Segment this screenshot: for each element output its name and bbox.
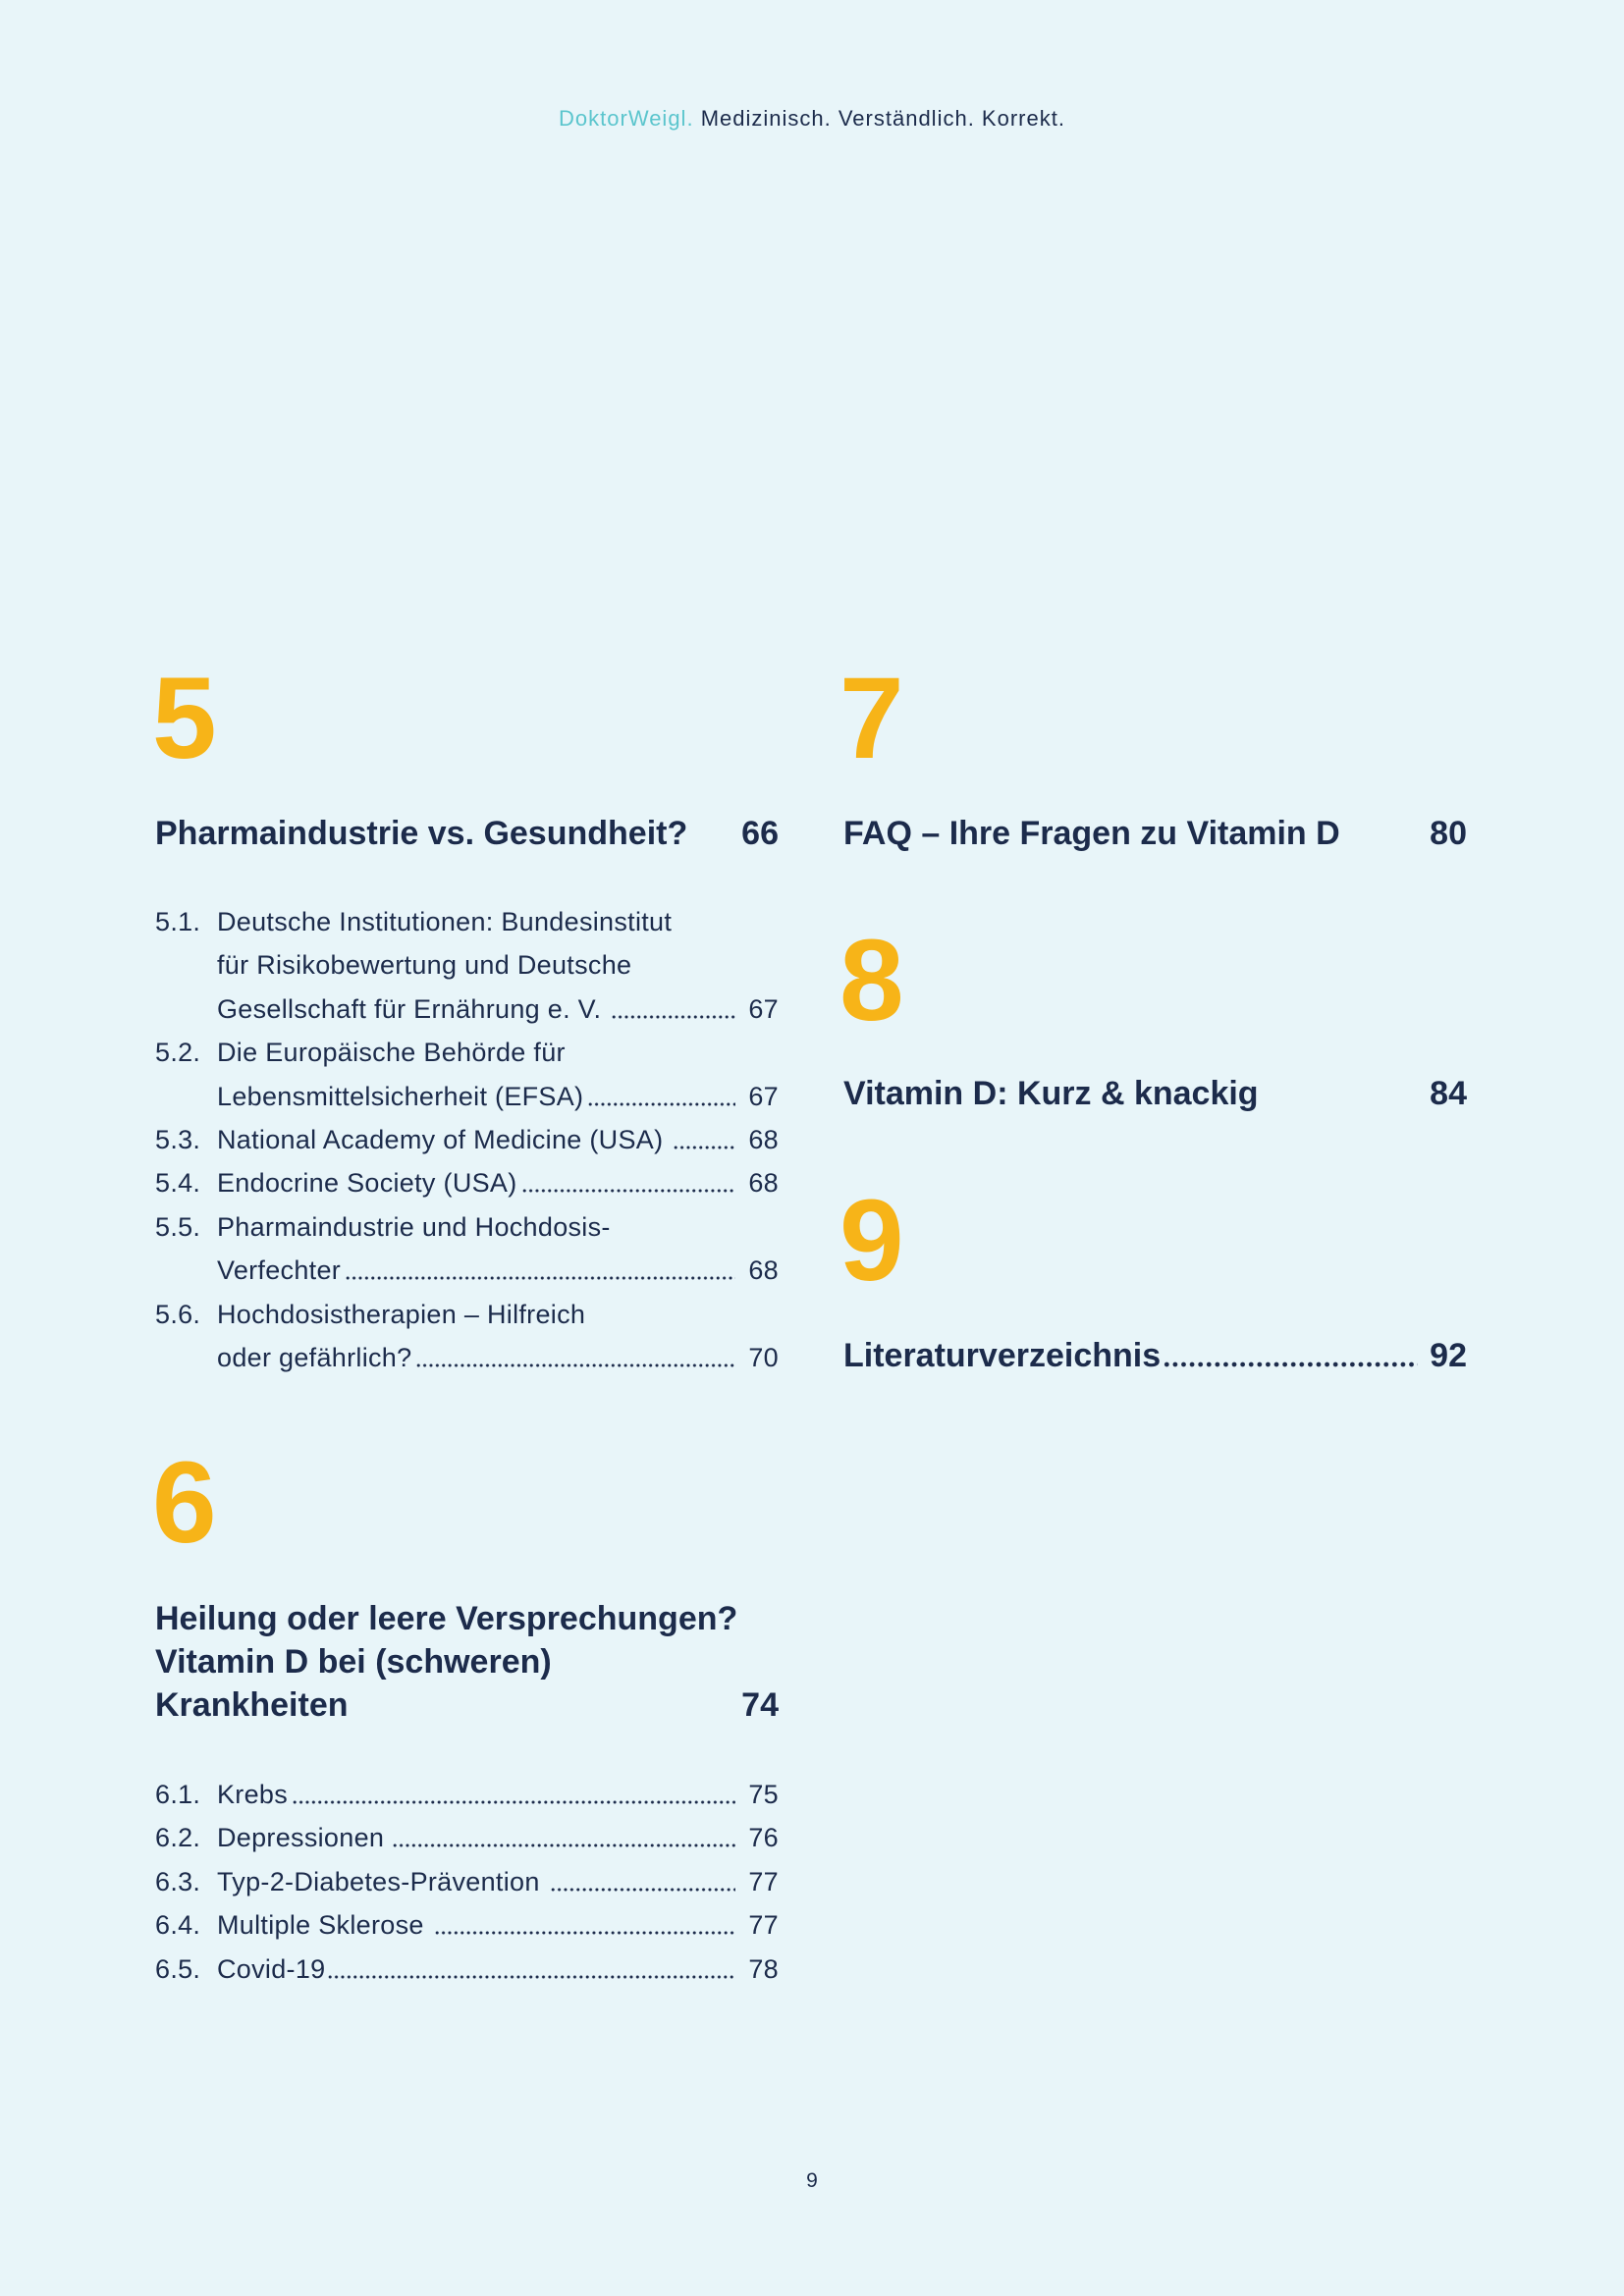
toc-entry-last-line <box>217 1118 779 1161</box>
chapter-title: Vitamin D: Kurz & knackig <box>843 1075 1259 1112</box>
toc-entry-body <box>217 1205 779 1293</box>
toc-entry <box>155 900 779 1031</box>
toc-entry-body <box>217 900 779 1031</box>
dot-leader <box>611 1015 735 1019</box>
chapter-title-line: Heilung oder leere Versprechungen? <box>155 1600 738 1637</box>
toc-entry-page: 76 <box>748 1823 779 1853</box>
toc-entry-body <box>217 1816 779 1859</box>
dot-leader <box>292 1800 735 1804</box>
toc-entry-body <box>217 1293 779 1380</box>
dot-leader <box>550 1888 735 1892</box>
toc-entry-page: 67 <box>748 993 779 1024</box>
dot-leader <box>1163 1362 1418 1367</box>
toc-entry-title-line: für Risikobewertung und Deutsche <box>217 950 632 981</box>
toc-entry-last-line <box>217 1161 779 1204</box>
chapter-5-heading <box>155 812 779 855</box>
chapter-5-entries <box>155 900 779 1379</box>
toc-entry-page: 75 <box>748 1780 779 1809</box>
toc-entry-title-line: Deutsche Institutionen: Bundesinstitut <box>217 907 673 936</box>
toc-entry-last-line <box>217 1860 779 1903</box>
toc-entry <box>155 1816 779 1859</box>
toc-entry <box>155 1903 779 1947</box>
toc-entry-title-line: Typ-2-Diabetes-Prävention <box>217 1866 540 1896</box>
dot-leader <box>392 1843 735 1847</box>
toc-entry-title-line: Endocrine Society (USA) <box>217 1168 517 1199</box>
toc-entry-page: 70 <box>748 1343 779 1373</box>
chapter-page: 80 <box>1430 815 1467 852</box>
chapter-title: Pharmaindustrie vs. Gesundheit? <box>155 815 688 852</box>
toc-entry-title-line: National Academy of Medicine (USA) <box>217 1125 664 1155</box>
page-header <box>0 104 1624 133</box>
dot-leader <box>415 1363 735 1367</box>
toc-entry <box>155 1860 779 1903</box>
toc-entry <box>155 1948 779 1991</box>
dot-leader <box>673 1146 735 1149</box>
toc-entry-last-line <box>217 1249 779 1292</box>
chapter-9-heading <box>843 1334 1467 1377</box>
dot-leader <box>327 1975 735 1979</box>
chapter-7-heading <box>843 812 1467 855</box>
brand-name: DoktorWeigl. <box>559 106 694 131</box>
toc-entry-number: 6.1. <box>155 1780 201 1809</box>
toc-entry-number: 5.1. <box>155 907 201 936</box>
toc-entry <box>155 1773 779 1816</box>
toc-entry-body <box>217 1903 779 1947</box>
chapter-7-number: 7 <box>839 654 904 783</box>
chapter-6-entries <box>155 1773 779 1991</box>
toc-entry-number: 6.4. <box>155 1910 201 1941</box>
toc-entry-page: 77 <box>748 1866 779 1896</box>
dot-leader <box>587 1102 735 1106</box>
toc-entry-last-line <box>217 1903 779 1947</box>
dot-leader <box>521 1189 735 1193</box>
toc-entry-title-line: Pharmaindustrie und Hochdosis- <box>217 1211 611 1242</box>
toc-entry-body <box>217 1118 779 1161</box>
toc-entry-number: 6.3. <box>155 1866 201 1896</box>
chapter-title-line: Krankheiten <box>155 1686 349 1724</box>
toc-entry-page: 68 <box>748 1255 779 1286</box>
toc-entry-page: 68 <box>748 1168 779 1199</box>
toc-entry-number: 5.5. <box>155 1211 201 1242</box>
chapter-title-line: Vitamin D bei (schweren) <box>155 1643 552 1681</box>
toc-entry-body <box>217 1773 779 1816</box>
toc-entry-title-line: Verfechter <box>217 1255 342 1286</box>
chapter-page: 74 <box>741 1686 779 1724</box>
toc-entry-number: 5.3. <box>155 1125 201 1155</box>
toc-entry <box>155 1161 779 1204</box>
toc-entry-title-line: Depressionen <box>217 1823 385 1853</box>
chapter-6-heading <box>155 1597 779 1727</box>
toc-entry-body <box>217 1860 779 1903</box>
dot-leader <box>345 1276 735 1280</box>
toc-entry-body <box>217 1031 779 1118</box>
chapter-page: 84 <box>1430 1075 1467 1112</box>
toc-entry-body <box>217 1161 779 1204</box>
toc-entry-number: 5.2. <box>155 1038 201 1068</box>
toc-entry-last-line <box>217 1336 779 1379</box>
toc-entry-page: 77 <box>748 1910 779 1941</box>
chapter-page: 66 <box>741 815 779 852</box>
toc-entry-title-line: oder gefährlich? <box>217 1343 412 1373</box>
toc-entry-title-line: Covid-19 <box>217 1953 326 1984</box>
toc-entry <box>155 1205 779 1293</box>
toc-entry-page: 78 <box>748 1953 779 1984</box>
toc-entry-number: 6.5. <box>155 1953 201 1984</box>
toc-entry-body <box>217 1948 779 1991</box>
chapter-5-number: 5 <box>152 654 217 783</box>
toc-entry-title-line: Die Europäische Behörde für <box>217 1038 566 1068</box>
toc-entry-last-line <box>217 1075 779 1118</box>
page-number: 9 <box>806 2169 818 2192</box>
chapter-8-heading <box>843 1072 1467 1115</box>
toc-entry-number: 5.6. <box>155 1299 201 1329</box>
chapter-title: Literaturverzeichnis <box>843 1337 1162 1374</box>
chapter-page: 92 <box>1430 1337 1467 1374</box>
dot-leader <box>434 1931 735 1935</box>
toc-entry-last-line <box>217 1948 779 1991</box>
chapter-title: FAQ – Ihre Fragen zu Vitamin D <box>843 815 1340 852</box>
toc-entry <box>155 1118 779 1161</box>
toc-entry-last-line <box>217 988 779 1031</box>
toc-entry <box>155 1031 779 1118</box>
chapter-6-number: 6 <box>152 1438 217 1568</box>
toc-entry-title-line: Lebensmittelsicherheit (EFSA) <box>217 1081 584 1111</box>
toc-entry-title-line: Gesellschaft für Ernährung e. V. <box>217 993 602 1024</box>
toc-entry-page: 68 <box>748 1125 779 1155</box>
toc-entry-last-line <box>217 1816 779 1859</box>
toc-entry-title-line: Krebs <box>217 1780 289 1809</box>
toc-entry-number: 6.2. <box>155 1823 201 1853</box>
chapter-8-number: 8 <box>839 916 904 1045</box>
toc-entry-title-line: Multiple Sklerose <box>217 1910 424 1941</box>
toc-entry-number: 5.4. <box>155 1168 201 1199</box>
toc-entry-title-line: Hochdosistherapien – Hilfreich <box>217 1299 586 1329</box>
toc-entry-last-line <box>217 1773 779 1816</box>
header-tagline: Medizinisch. Verständlich. Korrekt. <box>700 106 1065 131</box>
chapter-9-number: 9 <box>839 1176 904 1306</box>
toc-entry <box>155 1293 779 1380</box>
toc-entry-page: 67 <box>748 1081 779 1111</box>
